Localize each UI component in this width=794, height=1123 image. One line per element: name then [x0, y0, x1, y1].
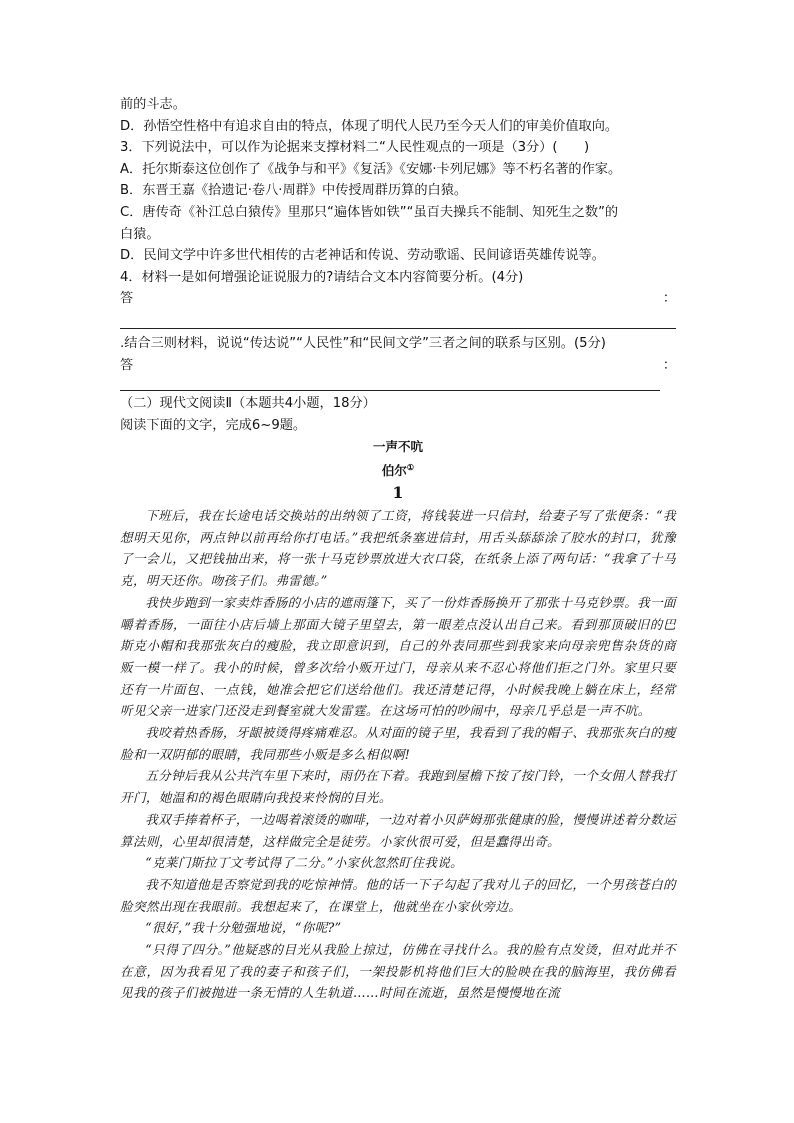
questions-block: [120, 94, 676, 505]
story-paragraph: 下班后，我在长途电话交换站的出纳领了工资，将钱装进一只信封，给妻子写了张便条：“我想明天见你，两点钟以前再给你打电话。”我把纸条塞进信封，用舌头舔舔涂了胶水的封口，犹豫了一会儿，又把钱抽出来，将一张十马克钞票放进大衣口袋，在纸条上添了两句话：“我拿了十马克，明天还你。吻孩子们。弗雷德。”: [120, 508, 676, 589]
story-paragraph: 我不知道他是否察觉到我的吃惊神情。他的话一下子勾起了我对儿子的回忆，一个男孩苍白的脸突然出现在我眼前。我想起来了，在课堂上，他就坐在小家伙旁边。: [120, 876, 676, 914]
story-paragraph: 五分钟后我从公共汽车里下来时，雨仍在下着。我跑到屋檐下按了按门铃，一个女佣人替我打开门，她温和的褐色眼睛向我投来怜悯的目光。: [120, 768, 676, 806]
answer-line-2[interactable]: [120, 376, 660, 391]
question-3-option-c-cont: 白猿。: [120, 226, 160, 242]
story-text: [120, 505, 676, 1004]
author-footnote-marker: ①: [406, 462, 415, 473]
story-paragraph: “很好，”我十分勉强地说，“你呢?”: [145, 920, 342, 936]
author-name: 伯尔: [381, 463, 407, 479]
answer-colon: ：: [662, 357, 676, 373]
question-2-tail: 前的斗志。: [120, 97, 186, 112]
story-author: [120, 457, 676, 481]
section-instruction: 阅读下面的文字，完成6~9题。: [120, 417, 307, 433]
section-title: （二）现代文阅读Ⅱ（本题共4小题，18分）: [120, 396, 376, 412]
question-3-option-b: B．东晋王嘉《拾遗记·卷八·周群》中传授周群历算的白猿。: [120, 183, 468, 199]
story-paragraph: “只得了四分。”他疑惑的目光从我脸上掠过，仿佛在寻找什么。我的脸有点发烫，但对此并不在意，因为我看见了我的妻子和孩子们，一架投影机将他们巨大的脸映在我的脑海里，我仿佛看见我的孩子们被抛进一条无情的人生轨道……时间在流逝，虽然是慢慢地在流: [120, 942, 676, 1001]
question-4-stem: 4．材料一是如何增强论证说服力的?请结合文本内容简要分析。(4分): [120, 269, 524, 285]
question-4-answer-row: [120, 288, 676, 310]
story-title: 一声不吭: [372, 439, 423, 455]
answer-label: 答: [120, 291, 134, 307]
question-3-stem: 3．下列说法中，可以作为论据来支撑材料二“人民性观点的一项是（3分）( ): [120, 140, 590, 156]
answer-colon: ：: [662, 291, 676, 307]
story-paragraph: “克莱门斯拉丁文考试得了二分。”小家伙忽然盯住我说。: [145, 855, 464, 871]
question-3-option-a: A．托尔斯泰这位创作了《战争与和平》《复活》《安娜·卡列尼娜》等不朽名著的作家。: [120, 161, 622, 177]
question-3-option-d: D．民间文学中许多世代相传的古老神话和传说、劳动歌谣、民间谚语英雄传说等。: [120, 248, 605, 264]
story-paragraph: 我快步跑到一家卖炸香肠的小店的遮雨篷下，买了一份炸香肠换开了那张十马克钞票。我一面嚼着香肠，一面往小店后墙上那面大镜子里望去，第一眼差点没认出自己来。看到那顶破旧的巴斯克小帽和我那张灰白的瘦脸，我立即意识到，自己的外表同那些到我家来向母亲兜售杂货的商贩一模一样了。我小的时候，曾多次给小贩开过门，母亲从来不忍心将他们拒之门外。家里只要还有一片面包、一点钱，她准会把它们送给他们。我还清楚记得，小时候我晚上躺在床上，经常听见父亲一进家门还没走到餐室就大发雷霆。在这场可怕的吵闹中，母亲几乎总是一声不吭。: [120, 594, 676, 719]
question-3-option-c: C．唐传奇《补江总白猿传》里那只“遍体皆如铁”“虽百夫操兵不能制、知死生之数”的: [120, 204, 619, 220]
answer-line-1[interactable]: [120, 310, 676, 329]
question-2-option-d: D．孙悟空性格中有追求自由的特点，体现了明代人民乃至今天人们的审美价值取向。: [120, 118, 619, 134]
story-paragraph: 我双手捧着杯子，一边喝着滚烫的咖啡，一边对着小贝萨姆那张健康的脸，慢慢讲述着分数运算法则，心里却很清楚，这样做完全是徒劳。小家伙很可爱，但是蠢得出奇。: [120, 811, 676, 849]
question-5-answer-row: [120, 355, 676, 377]
question-5-stem: .结合三则材料，说说“传达说”“人民性”和“民间文学”三者之间的联系与区别。(5分): [120, 335, 606, 351]
story-part-number: 1: [392, 483, 404, 503]
story-paragraph: 我咬着热香肠，牙龈被烫得疼痛难忍。从对面的镜子里，我看到了我的帽子、我那张灰白的瘦脸和一双阴郁的眼睛，我同那些小贩是多么相似啊!: [120, 725, 676, 762]
answer-label: 答: [120, 357, 134, 373]
